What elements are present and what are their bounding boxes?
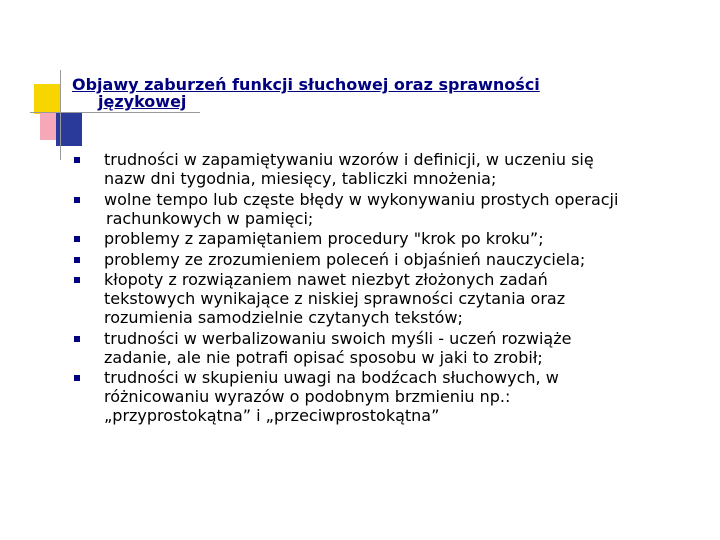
item-text-line: problemy z zapamiętaniem procedury "krok po kroku”;: [104, 229, 544, 248]
list-item: [74, 229, 674, 248]
list-item: [74, 270, 674, 327]
square-bullet-icon: [74, 277, 80, 283]
item-text-line: różnicowaniu wyrazów o podobnym brzmieniu np.:: [104, 387, 511, 406]
square-bullet-icon: [74, 257, 80, 263]
item-text-line: wolne tempo lub częste błędy w wykonywaniu prostych operacji: [104, 189, 619, 209]
list-item: [74, 150, 674, 188]
list-item: [74, 329, 674, 367]
item-text-line: „przyprostokątna” i „przeciwprostokątna”: [104, 406, 440, 425]
decor-vertical-line: [60, 70, 61, 160]
decor-pink-square: [40, 112, 56, 140]
list-item: [74, 250, 674, 269]
square-bullet-icon: [74, 197, 80, 203]
square-bullet-icon: [74, 236, 80, 242]
item-text-line: tekstowych wynikające z niskiej sprawności czytania oraz: [104, 289, 566, 308]
item-text-line: trudności w skupieniu uwagi na bodźcach słuchowych, w: [104, 368, 559, 387]
slide-title: [72, 76, 612, 110]
item-text-line: rozumienia samodzielnie czytanych tekstów;: [104, 308, 463, 327]
slide-title-line: Objawy zaburzeń funkcji słuchowej oraz sprawności: [72, 75, 540, 94]
item-text-line: problemy ze zrozumieniem poleceń i objaśnień nauczyciela;: [104, 249, 586, 269]
square-bullet-icon: [74, 157, 80, 163]
list-item: [74, 190, 674, 228]
decor-horizontal-line: [30, 112, 200, 113]
bullet-list: [74, 150, 674, 427]
list-item: [74, 368, 674, 425]
item-text-line: kłopoty z rozwiązaniem nawet niezbyt złożonych zadań: [104, 270, 548, 289]
square-bullet-icon: [74, 336, 80, 342]
item-text-line: trudności w zapamiętywaniu wzorów i definicji, w uczeniu się: [104, 150, 594, 169]
item-text-line: rachunkowych w pamięci;: [106, 208, 314, 228]
square-bullet-icon: [74, 375, 80, 381]
slide-title-line: językowej: [98, 92, 187, 111]
item-text-line: nazw dni tygodnia, miesięcy, tabliczki mnożenia;: [104, 169, 497, 188]
decor-yellow-square: [34, 84, 60, 114]
item-text-line: zadanie, ale nie potrafi opisać sposobu w jaki to zrobił;: [104, 347, 543, 367]
item-text-line: trudności w werbalizowaniu swoich myśli - uczeń rozwiąże: [104, 328, 572, 348]
